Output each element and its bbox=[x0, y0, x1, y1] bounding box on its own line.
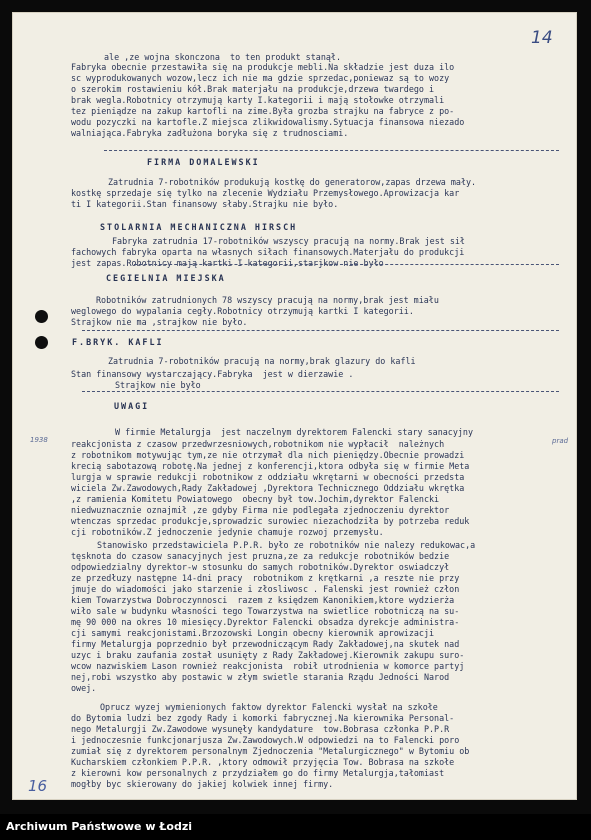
text-line: kostkę sprzedaje się tylko na zlecenie Wydziału Przemysłowego.Aprowizacja kar bbox=[71, 188, 460, 198]
text-line: o szerokim rostawieniu kół.Brak materjału na produkcje,drzewa twardego i bbox=[71, 84, 435, 94]
section-divider bbox=[104, 150, 559, 151]
text-line: nego Metalurgji Zw.Zawodowe wysunęły kandydature tow.Bobrasa członka P.P.R bbox=[71, 724, 450, 734]
text-line: Stan finansowy wystarczający.Fabryka jest w dierzawie . bbox=[71, 369, 354, 379]
text-line: odpowiedzialny dyrektor-w stosunku do samych robotników.Dyrektor oswiadczył bbox=[71, 562, 450, 572]
section-divider bbox=[134, 264, 559, 265]
text-line: krecią sabotazową robotę.Na jednej z konferencji,ktora odbyła się w firmie Meta bbox=[71, 461, 470, 471]
text-line: uzyc i braku zaufania został usunięty z Rady Zakładowej.Kierownik zakupu suro- bbox=[71, 650, 465, 660]
text-line: wtenczas sprzedac produkcje,sprowadzic surowiec niezachodziła by potrzeba reduk bbox=[71, 516, 470, 526]
margin-note-right: prad bbox=[552, 437, 569, 445]
text-line: z robotnikom motywując tym,ze nie otrzymał dla nich pieniędzy.Obecnie prowadzi bbox=[71, 450, 465, 460]
text-line: cji samymi reakcjonistami.Brzozowski Longin obecny kierownik aprowizacji bbox=[71, 628, 435, 638]
text-line: lurgja w sprawie redukcji robotnikow z oddziału wkrętarni w obecności przedsta bbox=[71, 472, 465, 482]
text-line: walniająca.Fabryka zadłużona boryka się z trudnosciami. bbox=[71, 128, 349, 138]
text-line: cji robotników.Z jednoczenie jedynie chamuje rozwoj przemysłu. bbox=[71, 527, 384, 537]
document-page bbox=[12, 12, 577, 800]
text-line: Stanowisko przedstawiciela P.P.R. było ze robotników nie nalezy redukowac,a bbox=[97, 540, 476, 550]
text-line: Oprucz wyzej wymienionych faktow dyrektor Falencki wysłał na szkołe bbox=[100, 702, 438, 712]
text-line: tęsknota do czasow sanacyjnych jest pruzna,ze za redukcje robotników bedzie bbox=[71, 551, 450, 561]
section-divider bbox=[82, 330, 559, 331]
text-line: mogłby byc skierowany do jakiej kolwiek innej firmy. bbox=[71, 779, 334, 789]
bottom-page-number-mark: 16 bbox=[28, 777, 48, 795]
text-line: Kucharskiem członkiem P.P.R. ,ktory odmowił przyjęcia Tow. Bobrasa na szkołe bbox=[71, 757, 455, 767]
text-line: Strajkow nie było bbox=[115, 380, 201, 390]
text-line: fachowych fabryka oparta na własnych siłach finansowych.Materjału do produkcji bbox=[71, 247, 465, 257]
text-line: do Bytomia ludzi bez zgody Rady i komorki fabrycznej.Na kierownika Personal- bbox=[71, 713, 455, 723]
text-line: owej. bbox=[71, 683, 97, 693]
text-line: kiem Towarzystwa Dobroczynnosci razem z księdzem Kanonikiem,ktore wydzierża bbox=[71, 595, 455, 605]
margin-note-year: 1938 bbox=[30, 436, 48, 444]
punch-hole bbox=[35, 310, 48, 323]
section-heading: CEGIELNIA MIEJSKA bbox=[106, 273, 226, 283]
section-divider bbox=[82, 391, 559, 392]
section-heading: FIRMA DOMALEWSKI bbox=[147, 157, 260, 167]
text-line: ale ,ze wojna skonczona to ten produkt stanął. bbox=[104, 52, 341, 62]
section-heading: UWAGI bbox=[114, 401, 150, 411]
text-line: Strajkow nie ma ,strajkow nie było. bbox=[71, 317, 248, 327]
text-line: firmy Metalurgja poprzednio był przewodniczącym Rady Zakładowej,na skutek nad bbox=[71, 639, 460, 649]
text-line: jest zapas.Robotnicy mają kartki I kategorii,starjkow nie było bbox=[71, 258, 384, 268]
text-line: wcow nazwiskiem Lason rownież reakcjonista robił utrodnienia w komorce partyj bbox=[71, 661, 465, 671]
text-line: wiło sale w budynku własności tego Towarzystwa na swietlice robotniczą na su- bbox=[71, 606, 460, 616]
text-line: mę 90 000 na okres 10 miesięcy.Dyrektor Falencki obsadza dyrekcje administra- bbox=[71, 617, 460, 627]
text-line: Robotników zatrudnionych 78 wszyscy pracują na normy,brak jest miału bbox=[96, 295, 439, 305]
text-line: z kierowni kow personalnych z przydziałem go do firmy Metalurgja,tałomiast bbox=[71, 768, 445, 778]
text-line: weglowego do wypalania cegły.Robotnicy otrzymują kartki I kategorii. bbox=[71, 306, 414, 316]
text-line: i jednoczesnie funkcjonarjusza Zw.Zawodowych.W odpowiedzi na to Falencki poro bbox=[71, 735, 460, 745]
section-heading: STOLARNIA MECHANICZNA HIRSCH bbox=[100, 222, 298, 232]
text-line: ti I kategorii.Stan finansowy słaby.Strajku nie było. bbox=[71, 199, 339, 209]
text-line: wodu pozyczki na kartofle.Z miejsca zlikwidowalismy.Sytuacja finansowa niezado bbox=[71, 117, 465, 127]
text-line: brak wegla.Robotnicy otrzymują karty I.kategorii i mają stołowke otrzymali bbox=[71, 95, 445, 105]
text-line: Zatrudnia 7-robotników pracują na normy,brak glazury do kafli bbox=[108, 356, 416, 366]
text-line: W firmie Metalurgja jest naczelnym dyrektorem Falencki stary sanacyjny bbox=[115, 427, 473, 437]
text-line: jmuje do wiadomości jako starzenie i złosliwosc . Falenski jest rownież człon bbox=[71, 584, 460, 594]
text-line: Zatrudnia 7-robotników produkują kostkę do generatorow,zapas drzewa mały. bbox=[108, 177, 477, 187]
text-line: tez pieniądze na zakup kartofli na zime.Była grozba strajku na fabryce z po- bbox=[71, 106, 455, 116]
page-number-mark: 14 bbox=[531, 28, 553, 48]
text-line: sc wyprodukowanych wozow,lecz ich nie ma gdzie sprzedac,poniewaz są to wozy bbox=[71, 73, 450, 83]
section-heading: F.BRYK. KAFLI bbox=[72, 337, 164, 347]
text-line: zumiał się z dyrektorem personalnym Zjednoczenia "Metalurgicznego" w Bytomiu ob bbox=[71, 746, 470, 756]
text-line: ze przedłuzy następne 14-dni pracy robotnikom z krętkarni ,a reszte nie przy bbox=[71, 573, 460, 583]
text-line: nej,robi wszystko aby postawic w złym swietle starania Rządu Jedności Narod bbox=[71, 672, 450, 682]
archive-label: Archiwum Państwowe w Łodzi bbox=[6, 820, 193, 833]
text-line: reakcjonista z czasow przedwrzesniowych,robotnikom nie wypłacił należnych bbox=[71, 439, 445, 449]
archive-footer bbox=[0, 814, 591, 840]
text-line: ,z ramienia Komitetu Powiatowego obecny był tow.Jochim,dyrektor Falencki bbox=[71, 494, 440, 504]
text-line: wiciela Zw.Zawodowych,Rady Zakładowej ,Dyrektora Technicznego Oddziału wkrętka bbox=[71, 483, 465, 493]
text-line: Fabryka zatrudnia 17-robotników wszyscy pracują na normy.Brak jest sił bbox=[112, 236, 465, 246]
text-line: niedwuznacznie oznajmił ,ze gdyby Firma nie podlegała zjednoczeniu dyrektor bbox=[71, 505, 450, 515]
text-line: Fabryka obecnie przestawiła się na produkcje mebli.Na składzie jest duza ilo bbox=[71, 62, 455, 72]
punch-hole bbox=[35, 336, 48, 349]
